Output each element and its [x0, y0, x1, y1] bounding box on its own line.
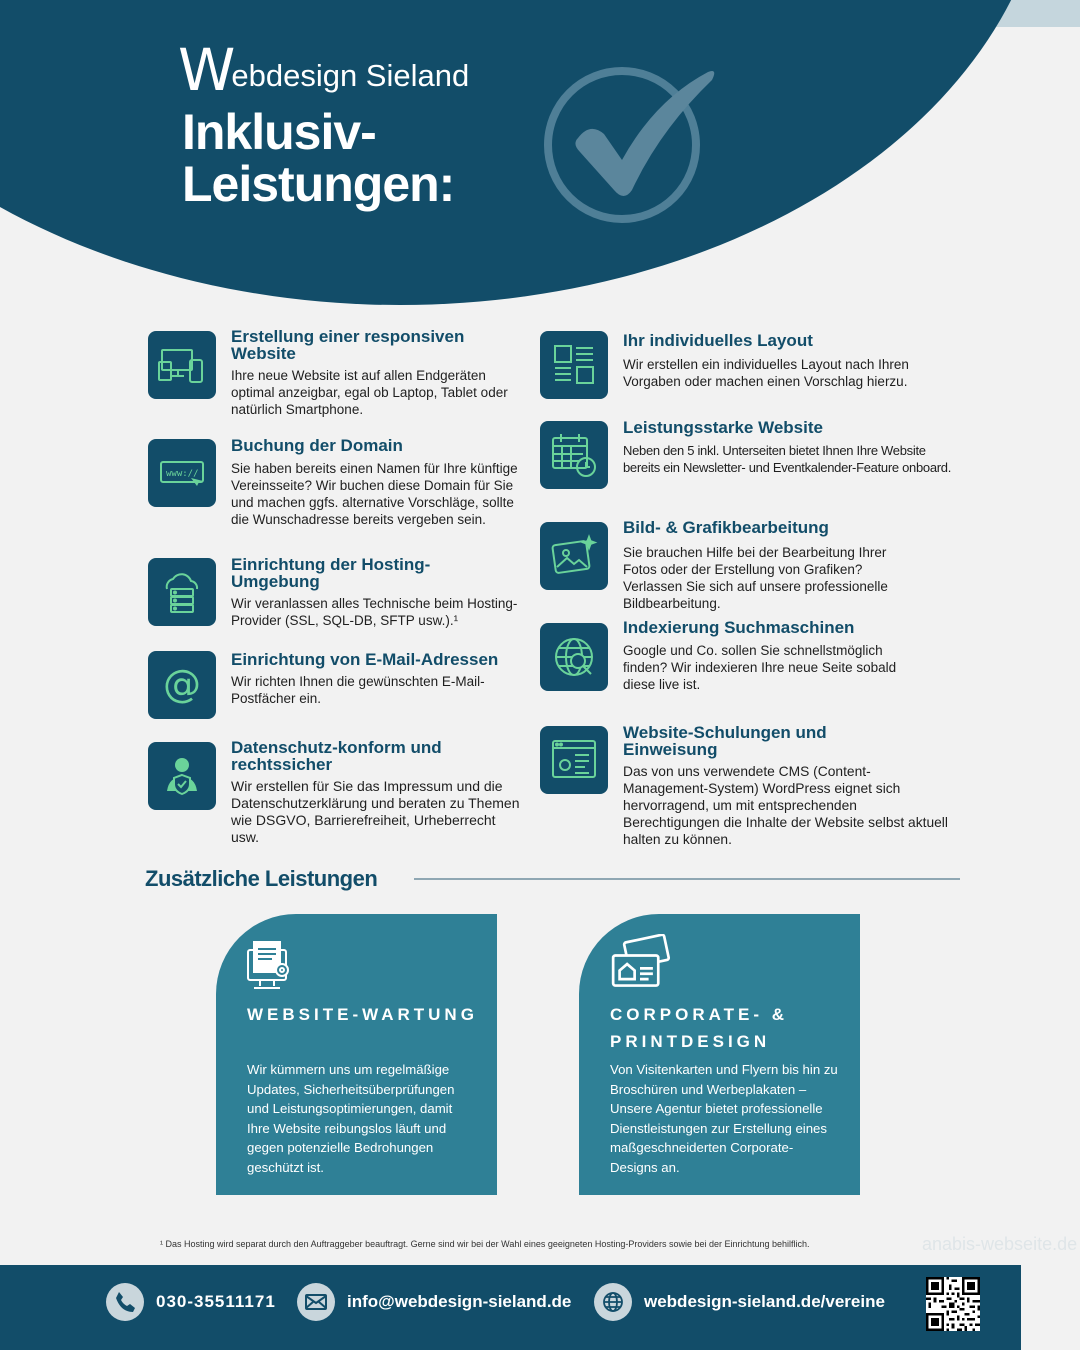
feature-title: Website-Schulungen und Einweisung [623, 723, 827, 759]
browser-settings-icon [540, 726, 608, 794]
hero-arc [0, 0, 1050, 305]
phone-number: 030-35511171 [156, 1292, 276, 1311]
feature-title: Einrichtung der Hosting-Umgebung [231, 555, 431, 591]
card-body: Wir kümmern uns um regelmäßige Updates, Sicherheitsüberprüfungen und Leistungsoptimierungen, damit Ihre Website reibungslos läuft und gegen potenzielle Bedrohungen geschützt ist. [247, 1062, 455, 1175]
feature-title: Buchung der Domain [231, 436, 403, 455]
feature-title: Datenschutz-konform und rechtssicher [231, 738, 442, 774]
card-corporate-printdesign [579, 914, 860, 1195]
section-title-extras: Zusätzliche Leistungen [145, 866, 378, 891]
feature-body: Wir richten Ihnen die gewünschten E-Mail-Postfächer ein. [231, 674, 485, 706]
card-title: CORPORATE- & PRINTDESIGN [610, 1005, 789, 1051]
card-website-maintenance [216, 914, 497, 1195]
feature-body: Wir veranlassen alles Technische beim Hosting-Provider (SSL, SQL-DB, SFTP usw.).¹ [231, 596, 518, 628]
brand-logo-mark: W [178, 36, 230, 104]
brand-logo [178, 36, 470, 104]
feature-body: Sie brauchen Hilfe bei der Bearbeitung Ihrer Fotos oder der Erstellung von Grafiken? Verlassen Sie sich auf unsere professionelle Bildbearbeitung. [623, 545, 888, 611]
image-edit-icon [540, 522, 608, 590]
svg-text:@: @ [163, 662, 201, 706]
layout-icon [540, 331, 608, 399]
calendar-clock-icon [540, 421, 608, 489]
at-sign-icon [148, 651, 216, 719]
footer-email[interactable] [297, 1283, 571, 1321]
feature-body: Neben den 5 inkl. Unterseiten bietet Ihnen Ihre Website bereits ein Newsletter- und Eventkalender-Feature onboard. [623, 443, 952, 475]
cloud-server-icon [148, 558, 216, 626]
watermark-text: anabis-webseite.de [922, 1234, 1078, 1254]
globe-icon [594, 1283, 632, 1321]
feature-body: Ihre neue Website ist auf allen Endgeräten optimal anzeigbar, egal ob Laptop, Tablet oder natürlich Smartphone. [231, 368, 508, 417]
footer-phone[interactable] [106, 1283, 276, 1321]
svg-text:www://: www:// [166, 469, 199, 479]
phone-icon [106, 1283, 144, 1321]
footer [0, 1265, 1021, 1350]
feature-title: Einrichtung von E-Mail-Adressen [231, 650, 499, 669]
www-icon [148, 439, 216, 507]
feature-body: Wir erstellen für Sie das Impressum und die Datenschutzerklärung und beraten zu Themen wie DSGVO, Barrierefreiheit, Urheberrecht usw. [231, 778, 520, 845]
feature-title: Ihr individuelles Layout [623, 331, 813, 350]
feature-body: Google und Co. sollen Sie schnellstmöglich finden? Wir indexieren Ihre neue Seite sobald diese live ist. [623, 643, 897, 692]
document-gear-icon [246, 940, 300, 994]
divider [414, 878, 960, 880]
business-cards-icon [607, 934, 673, 992]
email-address: info@webdesign-sieland.de [347, 1292, 572, 1311]
card-body: Von Visitenkarten und Flyern bis hin zu Broschüren und Werbeplakaten – Unsere Agentur bietet professionelle Dienstleistungen zur Erstellung eines maßgeschneiderten Corporate-Designs an. [610, 1062, 838, 1175]
feature-title: Bild- & Grafikbearbeitung [623, 518, 829, 537]
feature-title: Erstellung einer responsiven Website [231, 327, 465, 363]
page-title-line-1: Inklusiv- [182, 104, 376, 160]
website-url: webdesign-sieland.de/vereine [644, 1292, 885, 1311]
page-title-line-2: Leistungen: [182, 156, 455, 212]
feature-body: Wir erstellen ein individuelles Layout nach Ihren Vorgaben oder machen einen Vorschlag hierzu. [623, 357, 909, 389]
devices-icon [148, 331, 216, 399]
mail-icon [297, 1283, 335, 1321]
feature-body: Sie haben bereits einen Namen für Ihre künftige Vereinsseite? Wir buchen diese Domain für Sie und machen ggfs. alternative Vorschläge, sollte die Wunschadresse bereits vergeben sein. [231, 461, 518, 527]
globe-search-icon [540, 623, 608, 691]
footer-website[interactable] [594, 1283, 885, 1321]
feature-title: Leistungsstarke Website [623, 418, 823, 437]
qr-code-icon[interactable] [926, 1277, 980, 1331]
brand-name: ebdesign Sieland [231, 58, 470, 93]
checkmark-icon [540, 60, 730, 230]
page-title [182, 106, 454, 210]
feature-title: Indexierung Suchmaschinen [623, 618, 855, 637]
feature-body: Das von uns verwendete CMS (Content-Management-System) WordPress eignet sich hervorragend, um mit entsprechenden Berechtigungen die Inhalte der Website selbst aktuell halten zu können. [623, 764, 948, 847]
card-title: WEBSITE-WARTUNG [247, 1005, 478, 1024]
user-shield-icon [148, 742, 216, 810]
footnote: ¹ Das Hosting wird separat durch den Auftraggeber beauftragt. Gerne sind wir bei der Wahl eines geeigneten Hosting-Providers sowie bei der Einrichtung behilflich. [160, 1239, 810, 1249]
